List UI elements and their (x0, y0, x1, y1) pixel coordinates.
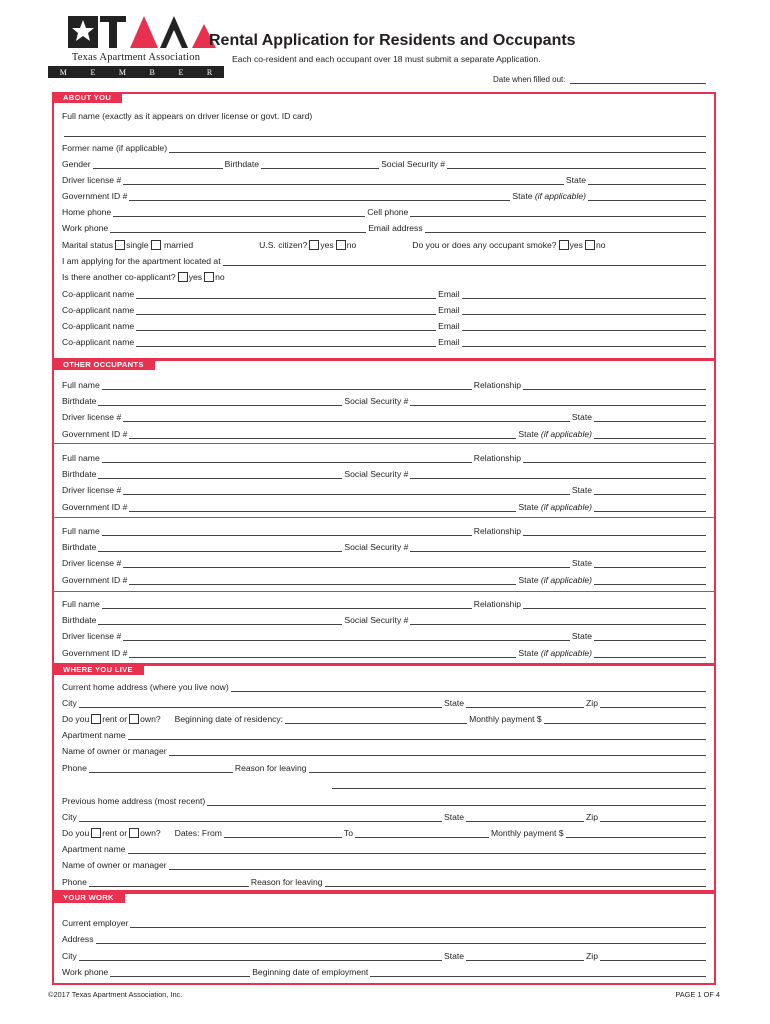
work-zip-field[interactable] (600, 952, 706, 961)
work-phone-label: Work phone (62, 967, 109, 977)
ssn-field[interactable] (447, 160, 706, 169)
email-label: Email (438, 337, 460, 347)
driver-license-field[interactable] (123, 176, 564, 185)
owner-row (62, 744, 708, 756)
city-row (62, 696, 708, 708)
occ-driver-license-field[interactable] (123, 413, 570, 422)
state-label: State (443, 951, 465, 961)
occ-gov-state-field[interactable] (594, 503, 706, 512)
logo-member-bar (48, 66, 224, 78)
occ-state-field[interactable] (594, 413, 706, 422)
occ-birthdate-label: Birthdate (62, 542, 97, 552)
page-title: Rental Application for Residents and Occupants (209, 32, 576, 49)
co-applicant-name-field[interactable] (136, 306, 436, 315)
co-applicant-row (62, 303, 708, 315)
occ-birth-row (62, 613, 708, 625)
occ-relationship-label: Relationship (473, 453, 522, 463)
applying-row (62, 254, 708, 266)
where-you-live-tag: WHERE YOU LIVE (52, 664, 144, 675)
occ-birthdate-field[interactable] (98, 616, 342, 625)
occ-relationship-field[interactable] (523, 527, 706, 536)
your-work-tag: YOUR WORK (52, 892, 125, 903)
occ-birthdate-label: Birthdate (62, 396, 97, 406)
member-letter: B (149, 67, 155, 77)
own-checkbox[interactable] (129, 714, 139, 724)
occ-dl-row (62, 483, 708, 495)
occ-state-field[interactable] (594, 632, 706, 641)
previous-address-label: Previous home address (most recent) (62, 796, 206, 806)
employment-date-field[interactable] (370, 968, 706, 977)
prev-apartment-row (62, 842, 708, 854)
occ-gov-row (62, 500, 708, 512)
cell-phone-field[interactable] (410, 208, 706, 217)
occ-driver-license-label: Driver license # (62, 485, 122, 495)
email-address-field[interactable] (425, 224, 706, 233)
us-citizen-label: U.S. citizen? (259, 240, 308, 250)
occ-state-label: State (571, 631, 592, 641)
gender-field[interactable] (93, 160, 223, 169)
applying-label: I am applying for the apartment located at (62, 256, 221, 266)
occ-ssn-label: Social Security # (344, 615, 409, 625)
prev-city-row (62, 810, 708, 822)
rent-checkbox[interactable] (91, 714, 101, 724)
occ-name-row (62, 378, 708, 390)
email-label: Email (438, 289, 460, 299)
monthly-payment-label: Monthly payment $ (469, 714, 542, 724)
occ-gov-id-field[interactable] (129, 503, 516, 512)
city-label: City (62, 698, 77, 708)
occ-gov-id-field[interactable] (129, 649, 516, 658)
married-label: married (163, 240, 194, 250)
marital-status-label: Marital status (62, 240, 114, 250)
date-filled-field[interactable] (570, 74, 706, 84)
email-label: Email (438, 321, 460, 331)
dates-to-field[interactable] (355, 829, 489, 838)
phone-label: Phone (62, 763, 87, 773)
occ-relationship-label: Relationship (473, 599, 522, 609)
cell-phone-label: Cell phone (367, 207, 409, 217)
residency-row (62, 712, 708, 724)
occ-birth-row (62, 394, 708, 406)
member-letter: M (59, 67, 67, 77)
occ-relationship-field[interactable] (523, 600, 706, 609)
driver-license-row (62, 173, 708, 185)
occ-full-name-field[interactable] (102, 454, 472, 463)
beginning-date-field[interactable] (285, 715, 467, 724)
owner-manager-field[interactable] (169, 747, 706, 756)
prev-reason-field[interactable] (325, 878, 706, 887)
full-name-label: Full name (exactly as it appears on driver license or govt. ID card) (62, 111, 313, 121)
co-applicant-yes-checkbox[interactable] (178, 272, 188, 282)
prev-own-checkbox[interactable] (129, 828, 139, 838)
occ-name-row (62, 524, 708, 536)
occ-dl-row (62, 629, 708, 641)
gov-id-state-field[interactable] (588, 192, 706, 201)
own-label: own? (140, 714, 161, 724)
co-applicant-name-label: Co-applicant name (62, 289, 135, 299)
own-label: own? (140, 828, 161, 838)
prev-zip-field[interactable] (600, 813, 706, 822)
birthdate-label: Birthdate (224, 159, 260, 169)
co-applicant-name-label: Co-applicant name (62, 337, 135, 347)
co-applicant-email-field[interactable] (462, 290, 706, 299)
occ-ssn-field[interactable] (410, 397, 706, 406)
zip-label: Zip (586, 812, 598, 822)
occ-state-label: State (571, 485, 592, 495)
dates-to-label: To (343, 828, 353, 838)
email-label: Email (438, 305, 460, 315)
occ-ssn-field[interactable] (410, 470, 706, 479)
prev-phone-row (62, 875, 708, 887)
occ-state-label: State (518, 429, 539, 439)
state-label: State (565, 175, 586, 185)
zip-label: Zip (586, 698, 598, 708)
citizen-no-checkbox[interactable] (336, 240, 346, 250)
co-applicant-name-field[interactable] (136, 322, 436, 331)
taa-logo (48, 14, 224, 80)
rent-or-label: rent or (102, 828, 128, 838)
prev-apartment-name-field[interactable] (128, 845, 706, 854)
co-applicant-row (62, 335, 708, 347)
work-city-field[interactable] (79, 952, 442, 961)
work-phone-field[interactable] (110, 224, 366, 233)
work-state-field[interactable] (466, 952, 584, 961)
copyright: ©2017 Texas Apartment Association, Inc. (48, 990, 183, 999)
occ-state-label: State (518, 648, 539, 658)
gender-row (62, 157, 708, 169)
current-employer-field[interactable] (130, 919, 706, 928)
employment-date-label: Beginning date of employment (252, 967, 369, 977)
former-name-label: Former name (if applicable) (62, 143, 168, 153)
co-applicant-name-label: Co-applicant name (62, 321, 135, 331)
occ-driver-license-label: Driver license # (62, 412, 122, 422)
smoke-yes-checkbox[interactable] (559, 240, 569, 250)
work-phone-field[interactable] (110, 968, 250, 977)
occ-gov-row (62, 427, 708, 439)
prev-rent-checkbox[interactable] (91, 828, 101, 838)
home-phone-label: Home phone (62, 207, 112, 217)
applying-field[interactable] (223, 257, 706, 266)
no-label: no (215, 272, 225, 282)
work-city-row (62, 949, 708, 961)
previous-address-field[interactable] (207, 797, 706, 806)
former-name-field[interactable] (169, 144, 706, 153)
page-subtitle: Each co-resident and each occupant over 18 must submit a separate Application. (232, 54, 541, 64)
beginning-date-label: Beginning date of residency: (174, 714, 284, 724)
occ-gov-state-field[interactable] (594, 576, 706, 585)
gender-label: Gender (62, 159, 91, 169)
citizen-yes-checkbox[interactable] (309, 240, 319, 250)
occ-name-row (62, 597, 708, 609)
occ-state-label: State (571, 558, 592, 568)
occ-relationship-label: Relationship (473, 526, 522, 536)
occ-gov-id-field[interactable] (129, 576, 516, 585)
co-applicant-email-field[interactable] (462, 306, 706, 315)
about-you-tag: ABOUT YOU (52, 92, 122, 103)
occ-name-row (62, 451, 708, 463)
occ-dl-row (62, 410, 708, 422)
co-applicant-email-field[interactable] (462, 322, 706, 331)
apartment-name-row (62, 728, 708, 740)
occ-gov-id-label: Government ID # (62, 575, 128, 585)
occ-state-label: State (518, 575, 539, 585)
member-letter: E (178, 67, 184, 77)
gov-id-field[interactable] (129, 192, 510, 201)
work-address-label: Address (62, 934, 94, 944)
occ-driver-license-field[interactable] (123, 486, 570, 495)
occ-driver-license-field[interactable] (123, 632, 570, 641)
reason-field[interactable] (309, 764, 706, 773)
driver-license-label: Driver license # (62, 175, 122, 185)
co-applicant-q-row (62, 270, 708, 282)
prev-state-field[interactable] (466, 813, 584, 822)
prev-owner-row (62, 858, 708, 870)
phone-label: Phone (62, 877, 87, 887)
occ-birthdate-field[interactable] (98, 470, 342, 479)
work-address-field[interactable] (96, 935, 706, 944)
co-applicant-row (62, 319, 708, 331)
smoke-no-checkbox[interactable] (585, 240, 595, 250)
city-field[interactable] (79, 699, 442, 708)
state-label: State (443, 698, 465, 708)
occ-full-name-field[interactable] (102, 381, 472, 390)
occ-gov-id-label: Government ID # (62, 648, 128, 658)
apartment-name-label: Apartment name (62, 730, 126, 740)
yes-label: yes (320, 240, 334, 250)
occ-state-field[interactable] (594, 559, 706, 568)
phone-field[interactable] (89, 764, 233, 773)
occ-gov-id-label: Government ID # (62, 502, 128, 512)
previous-address-row (62, 794, 708, 806)
current-address-row (62, 680, 708, 692)
member-letter: M (118, 67, 126, 77)
no-label: no (595, 240, 606, 250)
state-field[interactable] (588, 176, 706, 185)
owner-manager-label: Name of owner or manager (62, 746, 167, 756)
co-applicant-question: Is there another co-applicant? (62, 272, 176, 282)
occ-ssn-label: Social Security # (344, 396, 409, 406)
occ-state-label: State (571, 412, 592, 422)
occ-gov-id-field[interactable] (129, 430, 516, 439)
reason-cont-row (62, 777, 708, 789)
occ-ssn-label: Social Security # (344, 469, 409, 479)
home-phone-field[interactable] (113, 208, 365, 217)
if-applicable-note: (if applicable) (540, 648, 592, 658)
no-label: no (346, 240, 357, 250)
zip-label: Zip (586, 951, 598, 961)
single-checkbox[interactable] (115, 240, 125, 250)
member-letter: E (90, 67, 96, 77)
dates-from-label: Dates: From (174, 828, 222, 838)
occ-full-name-field[interactable] (102, 600, 472, 609)
occ-birthdate-field[interactable] (98, 543, 342, 552)
occ-gov-id-label: Government ID # (62, 429, 128, 439)
occ-full-name-field[interactable] (102, 527, 472, 536)
home-phone-row (62, 205, 708, 217)
reason-field-cont[interactable] (332, 780, 706, 789)
full-name-field[interactable] (64, 128, 706, 137)
state-field[interactable] (466, 699, 584, 708)
single-label: single (126, 240, 149, 250)
reason-label: Reason for leaving (234, 763, 307, 773)
birthdate-field[interactable] (261, 160, 379, 169)
occ-ssn-field[interactable] (410, 616, 706, 625)
reason-label: Reason for leaving (250, 877, 323, 887)
monthly-payment-label: Monthly payment $ (490, 828, 564, 838)
occ-relationship-field[interactable] (523, 454, 706, 463)
co-applicant-name-label: Co-applicant name (62, 305, 135, 315)
occ-relationship-label: Relationship (473, 380, 522, 390)
prev-owner-manager-field[interactable] (169, 861, 706, 870)
prev-phone-field[interactable] (89, 878, 249, 887)
former-name-row (62, 141, 708, 153)
current-employer-label: Current employer (62, 918, 129, 928)
prev-monthly-payment-field[interactable] (566, 829, 706, 838)
marital-row (62, 238, 708, 250)
do-you-label: Do you (62, 828, 90, 838)
if-applicable-note: (if applicable) (540, 429, 592, 439)
other-occupants-tag: OTHER OCCUPANTS (52, 359, 155, 370)
occ-full-name-label: Full name (62, 526, 100, 536)
if-applicable-note: (if applicable) (540, 502, 592, 512)
if-applicable-note: (if applicable) (534, 191, 586, 201)
email-address-label: Email address (368, 223, 423, 233)
occ-gov-row (62, 646, 708, 658)
yes-label: yes (188, 272, 203, 282)
occ-state-label: State (518, 502, 539, 512)
employer-row (62, 916, 708, 928)
occ-ssn-label: Social Security # (344, 542, 409, 552)
work-phone-row (62, 965, 708, 977)
date-filled-row (493, 74, 708, 84)
smoke-label: Do you or does any occupant smoke? (412, 240, 557, 250)
occ-relationship-field[interactable] (523, 381, 706, 390)
page-number: PAGE 1 OF 4 (675, 990, 720, 999)
work-phone-label: Work phone (62, 223, 109, 233)
occ-birth-row (62, 467, 708, 479)
occ-birthdate-label: Birthdate (62, 469, 97, 479)
occ-birth-row (62, 540, 708, 552)
occ-birthdate-field[interactable] (98, 397, 342, 406)
date-filled-label: Date when filled out: (493, 75, 566, 84)
occ-driver-license-label: Driver license # (62, 558, 122, 568)
gov-id-label: Government ID # (62, 191, 128, 201)
zip-field[interactable] (600, 699, 706, 708)
occ-driver-license-field[interactable] (123, 559, 570, 568)
co-applicant-name-field[interactable] (136, 338, 436, 347)
apartment-name-field[interactable] (128, 731, 706, 740)
co-applicant-no-checkbox[interactable] (204, 272, 214, 282)
co-applicant-email-field[interactable] (462, 338, 706, 347)
phone-row (62, 761, 708, 773)
state-label: State (512, 191, 533, 201)
monthly-payment-field[interactable] (544, 715, 706, 724)
city-label: City (62, 812, 77, 822)
married-checkbox[interactable] (151, 240, 161, 250)
occ-gov-row (62, 573, 708, 585)
prev-residency-row (62, 826, 708, 838)
occ-state-field[interactable] (594, 486, 706, 495)
co-applicant-row (62, 287, 708, 299)
do-you-label: Do you (62, 714, 90, 724)
taa-logo-mark (68, 14, 218, 50)
occ-ssn-field[interactable] (410, 543, 706, 552)
prev-city-field[interactable] (79, 813, 442, 822)
current-address-label: Current home address (where you live now) (62, 682, 229, 692)
member-letter: R (206, 67, 213, 77)
full-name-line (62, 125, 708, 137)
yes-label: yes (569, 240, 583, 250)
occ-gov-state-field[interactable] (594, 430, 706, 439)
rent-or-label: rent or (102, 714, 128, 724)
gov-id-row (62, 189, 708, 201)
current-address-field[interactable] (231, 683, 706, 692)
apartment-name-label: Apartment name (62, 844, 126, 854)
co-applicant-name-field[interactable] (136, 290, 436, 299)
state-label: State (443, 812, 465, 822)
occ-full-name-label: Full name (62, 380, 100, 390)
work-address-row (62, 932, 708, 944)
work-phone-row (62, 221, 708, 233)
occ-gov-state-field[interactable] (594, 649, 706, 658)
occ-driver-license-label: Driver license # (62, 631, 122, 641)
ssn-label: Social Security # (381, 159, 446, 169)
full-name-row (62, 109, 708, 121)
occ-full-name-label: Full name (62, 453, 100, 463)
logo-org-name: Texas Apartment Association (71, 52, 201, 63)
dates-from-field[interactable] (224, 829, 342, 838)
occ-birthdate-label: Birthdate (62, 615, 97, 625)
occ-full-name-label: Full name (62, 599, 100, 609)
if-applicable-note: (if applicable) (540, 575, 592, 585)
owner-manager-label: Name of owner or manager (62, 860, 167, 870)
occ-dl-row (62, 556, 708, 568)
city-label: City (62, 951, 77, 961)
